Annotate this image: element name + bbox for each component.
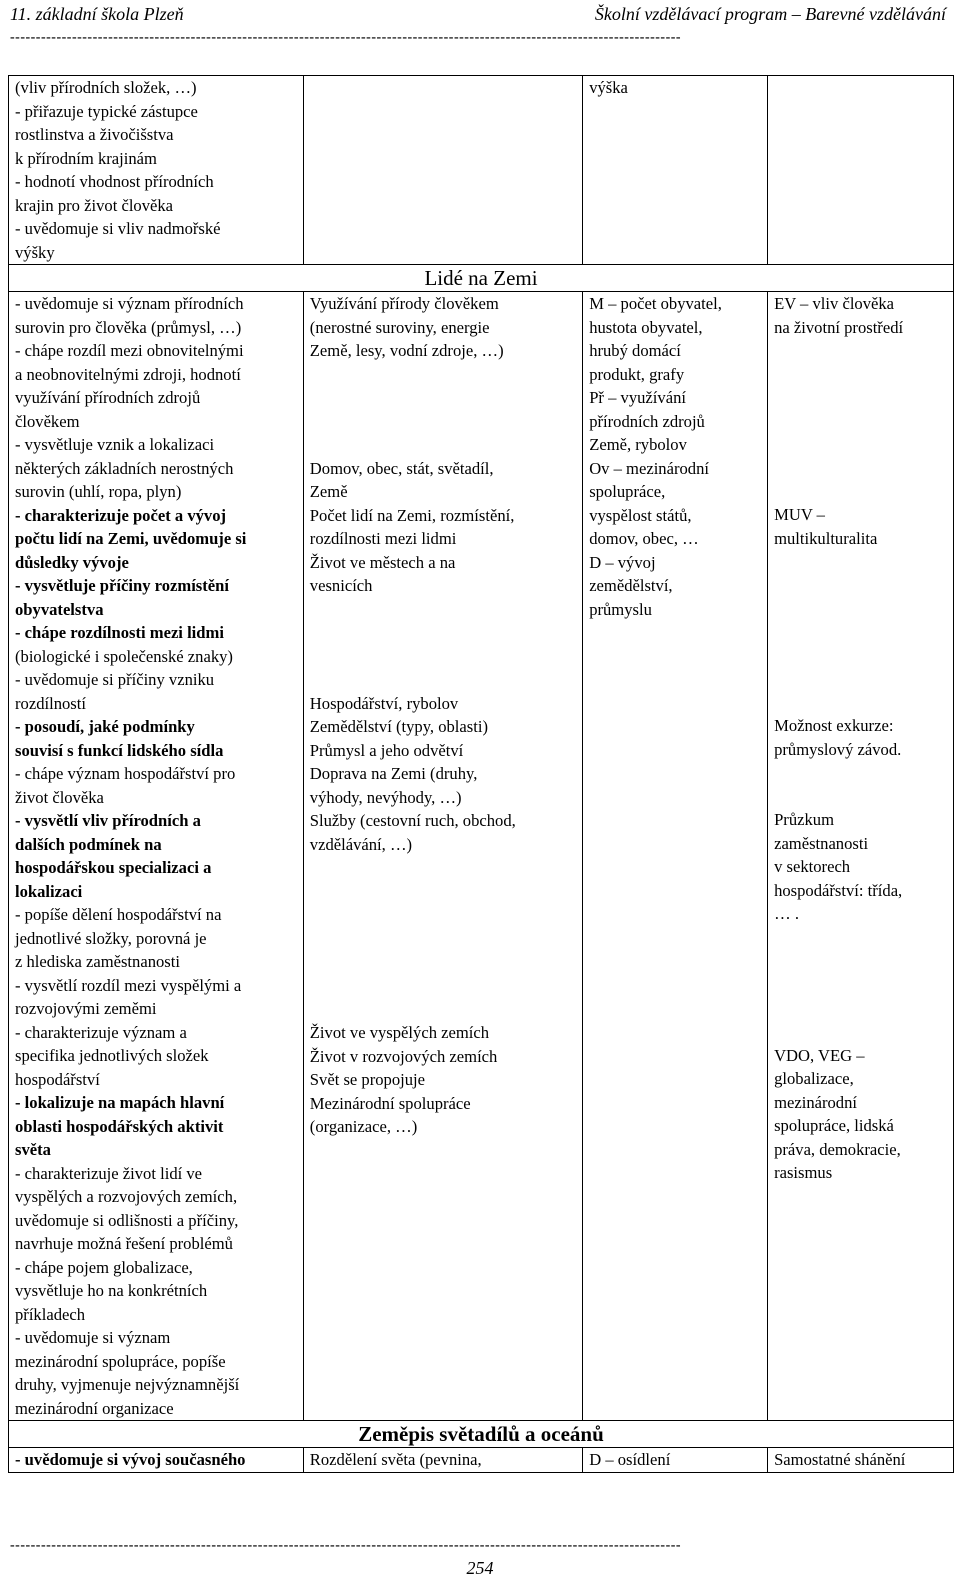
text-line: … .: [774, 904, 799, 923]
text-line: navrhuje možná řešení problémů: [15, 1234, 233, 1253]
text-line: - lokalizuje na mapách hlavní: [15, 1093, 225, 1112]
footer-separator: ----------------------------------------------------------------------------------------------------------------------------------: [10, 1538, 682, 1553]
text-line: produkt, grafy: [589, 364, 685, 384]
text-line: jednotlivé složky, porovná je: [15, 928, 207, 948]
text-line: - charakterizuje význam a: [15, 1022, 187, 1042]
notes-cell: [768, 292, 954, 1421]
text-line: globalizace,: [774, 1069, 854, 1088]
text-line: Počet lidí na Zemi, rozmístění,: [309, 505, 515, 525]
text-line: spolupráce,: [589, 482, 666, 501]
text-line: uvědomuje si odlišnosti a příčiny,: [15, 1210, 239, 1230]
outcomes-cell: [9, 76, 304, 265]
text-line: na životní prostředí: [774, 317, 904, 337]
text-line: - vysvětlí vliv přírodních a: [15, 811, 201, 830]
text-line: Zemědělství (typy, oblasti): [309, 717, 488, 736]
text-line: vyspělých a rozvojových zemích,: [15, 1187, 238, 1206]
text-line: (organizace, …): [309, 1117, 418, 1136]
text-line: D – vývoj: [589, 552, 656, 572]
text-line: rozdílností: [15, 693, 86, 713]
text-line: důsledky vývoje: [15, 552, 129, 572]
text-line: rasismus: [774, 1163, 833, 1182]
text-line: lokalizaci: [15, 881, 83, 901]
text-line: Život ve městech a na: [309, 552, 456, 572]
text-line: vyspělost států,: [589, 505, 692, 525]
notes-cell: Samostatné shánění: [768, 1448, 954, 1473]
text-line: k přírodním krajinám: [15, 148, 157, 168]
topics-cell: Rozdělení světa (pevnina,: [303, 1448, 582, 1473]
notes-cell: [768, 76, 954, 265]
text-line: krajin pro život člověka: [15, 195, 174, 215]
text-line: Ov – mezinárodní: [589, 458, 709, 478]
text-line: MUV –: [774, 505, 825, 524]
text-line: (nerostné suroviny, energie: [309, 317, 490, 337]
text-line: - hodnotí vhodnost přírodních: [15, 172, 214, 191]
text-line: vzdělávání, …): [309, 834, 413, 854]
text-line: Země, rybolov: [589, 435, 687, 454]
text-line: počtu lidí na Zemi, uvědomuje si: [15, 529, 247, 548]
text-line: mezinárodní organizace: [15, 1398, 174, 1418]
outcomes-cell: - uvědomuje si vývoj současného: [9, 1448, 304, 1473]
text-line: Využívání přírody člověkem: [309, 294, 499, 313]
text-line: mezinárodní spolupráce, popíše: [15, 1351, 226, 1371]
text-line: průmyslový závod.: [774, 739, 902, 759]
text-line: výhody, nevýhody, …): [309, 787, 462, 807]
text-line: dalších podmínek na: [15, 834, 162, 854]
text-line: Život v rozvojových zemích: [309, 1046, 498, 1066]
text-line: příkladech: [15, 1304, 86, 1324]
text-line: Mezinárodní spolupráce: [309, 1093, 471, 1113]
text-line: vysvětluje ho na konkrétních: [15, 1281, 208, 1300]
text-line: - uvědomuje si vliv nadmořské: [15, 219, 221, 238]
text-line: zaměstnanosti: [774, 833, 869, 853]
text-line: hustota obyvatel,: [589, 317, 703, 337]
curriculum-table: [8, 75, 954, 1473]
text-line: zemědělství,: [589, 576, 673, 595]
text-line: světa: [15, 1140, 51, 1159]
links-cell: [583, 292, 768, 1421]
text-line: druhy, vyjmenuje nejvýznamnější: [15, 1375, 240, 1394]
text-line: Život ve vyspělých zemích: [309, 1023, 490, 1042]
text-line: Domov, obec, stát, světadíl,: [309, 458, 494, 478]
text-line: v sektorech: [774, 857, 851, 876]
text-line: výšky: [15, 242, 55, 262]
text-line: Průmysl a jeho odvětví: [309, 740, 464, 760]
outcomes-cell: [9, 292, 304, 1421]
topics-cell: [303, 76, 582, 265]
text-line: práva, demokracie,: [774, 1139, 901, 1159]
links-cell: [583, 76, 768, 265]
table-row-lide: [9, 292, 954, 1421]
text-line: hospodářskou specializaci a: [15, 858, 212, 877]
text-line: vesnicích: [309, 576, 373, 595]
header-separator: ----------------------------------------------------------------------------------------------------------------------------------: [10, 30, 682, 45]
text-line: - chápe rozdíl mezi obnovitelnými: [15, 341, 244, 360]
text-line: M – počet obyvatel,: [589, 294, 722, 313]
topics-cell: [303, 292, 582, 1421]
section-heading-row: [9, 1421, 954, 1448]
section-heading-lide: Lidé na Zemi: [424, 266, 538, 290]
text-line: multikulturalita: [774, 528, 878, 548]
text-line: Př – využívání: [589, 388, 686, 407]
text-line: - uvědomuje si příčiny vzniku: [15, 670, 215, 689]
text-line: mezinárodní: [774, 1092, 858, 1112]
text-line: - charakterizuje život lidí ve: [15, 1163, 203, 1183]
program-title: Školní vzdělávací program – Barevné vzdělávání: [594, 4, 946, 24]
text-line: specifika jednotlivých složek: [15, 1046, 209, 1065]
text-line: - chápe význam hospodářství pro: [15, 764, 236, 783]
text-line: Služby (cestovní ruch, obchod,: [309, 811, 516, 830]
text-line: Doprava na Zemi (druhy,: [309, 764, 478, 783]
text-line: - chápe pojem globalizace,: [15, 1257, 193, 1277]
text-line: obyvatelstva: [15, 599, 104, 619]
text-line: souvisí s funkcí lidského sídla: [15, 740, 224, 760]
text-line: některých základních nerostných: [15, 458, 234, 478]
text-line: Země, lesy, vodní zdroje, …): [309, 341, 504, 360]
text-line: - přiřazuje typické zástupce: [15, 101, 198, 121]
text-line: průmyslu: [589, 599, 652, 619]
text-line: - vysvětluje vznik a lokalizaci: [15, 435, 215, 454]
text-line: Hospodářství, rybolov: [309, 693, 459, 713]
text-line: surovin (uhlí, ropa, plyn): [15, 482, 182, 501]
text-line: Svět se propojuje: [309, 1070, 426, 1089]
text-line: život člověka: [15, 787, 104, 807]
text-line: hrubý domácí: [589, 341, 681, 360]
text-line: spolupráce, lidská: [774, 1116, 894, 1135]
text-line: Možnost exkurze:: [774, 716, 894, 735]
text-line: rostlinstva a živočišstva: [15, 125, 174, 144]
page-number: 254: [466, 1558, 494, 1578]
text-line: surovin pro člověka (průmysl, …): [15, 317, 242, 337]
text-line: přírodních zdrojů: [589, 411, 705, 431]
text-line: Průzkum: [774, 810, 834, 829]
text-line: rozdílnosti mezi lidmi: [309, 529, 457, 548]
table-row-zemepis: [9, 1448, 954, 1473]
text-line: výška: [589, 78, 628, 97]
text-line: - uvědomuje si význam přírodních: [15, 294, 244, 313]
text-line: - vysvětlí rozdíl mezi vyspělými a: [15, 975, 242, 995]
text-line: - chápe rozdílnosti mezi lidmi: [15, 623, 224, 642]
text-line: (biologické i společenské znaky): [15, 646, 233, 666]
text-line: EV – vliv člověka: [774, 294, 895, 313]
text-line: VDO, VEG –: [774, 1045, 865, 1065]
text-line: z hlediska zaměstnanosti: [15, 952, 180, 971]
section-heading-zemepis: Zeměpis světadílů a oceánů: [358, 1422, 604, 1446]
text-line: Země: [309, 482, 348, 501]
text-line: - posoudí, jaké podmínky: [15, 717, 195, 736]
page-header: [10, 2, 946, 28]
school-name: 11. základní škola Plzeň: [10, 4, 184, 24]
text-line: hospodářství: [15, 1069, 100, 1089]
text-line: - popíše dělení hospodářství na: [15, 905, 222, 924]
text-line: - charakterizuje počet a vývoj: [15, 505, 227, 525]
text-line: hospodářství: třída,: [774, 880, 903, 900]
text-line: oblasti hospodářských aktivit: [15, 1116, 224, 1136]
text-line: (vliv přírodních složek, …): [15, 78, 197, 97]
text-line: - uvědomuje si význam: [15, 1328, 171, 1347]
table-row-continued: [9, 76, 954, 265]
text-line: domov, obec, …: [589, 529, 699, 548]
text-line: rozvojovými zeměmi: [15, 999, 157, 1018]
text-line: člověkem: [15, 411, 80, 431]
text-line: a neobnovitelnými zdroji, hodnotí: [15, 364, 241, 384]
links-cell: D – osídlení: [583, 1448, 768, 1473]
text-line: využívání přírodních zdrojů: [15, 388, 201, 407]
section-heading-row: [9, 265, 954, 292]
text-line: - vysvětluje příčiny rozmístění: [15, 576, 229, 595]
